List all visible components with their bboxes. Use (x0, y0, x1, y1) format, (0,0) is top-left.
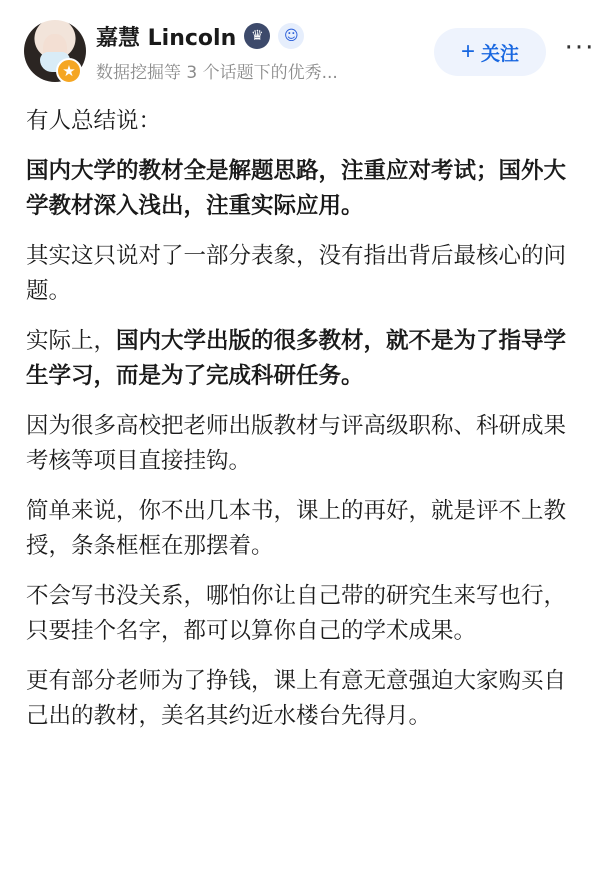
paragraph-text: 不会写书没关系，哪怕你让自己带的研究生来写也行，只要挂个名字，都可以算你自己的学术成果。 (26, 583, 567, 644)
paragraph-text: 实际上， (26, 328, 117, 354)
bold-text: 国内大学出版的很多教材，就不是为了指导学生学习，而是为了完成科研任务。 (26, 328, 567, 389)
author-row (96, 20, 304, 52)
post-body (26, 104, 586, 749)
post-paragraph (26, 494, 586, 564)
post-paragraph (26, 104, 586, 139)
paragraph-text: 有人总结说： (26, 108, 162, 134)
crown-icon[interactable]: ♛ (244, 23, 270, 49)
post-paragraph (26, 579, 586, 649)
post-header (0, 0, 604, 92)
more-options-icon[interactable]: ··· (564, 33, 596, 63)
post-paragraph (26, 154, 586, 224)
author-subtitle[interactable]: 数据挖掘等 3 个话题下的优秀... (96, 63, 338, 83)
follow-button[interactable] (434, 28, 546, 76)
post-paragraph (26, 324, 586, 394)
paragraph-text: 其实这只说对了一部分表象，没有指出背后最核心的问题。 (26, 243, 567, 304)
plus-icon: + (460, 38, 475, 65)
author-name[interactable]: 嘉慧 Lincoln (96, 25, 237, 51)
follow-label: 关注 (481, 43, 520, 65)
post-paragraph (26, 409, 586, 479)
post-paragraph (26, 239, 586, 309)
paragraph-text: 更有部分老师为了挣钱，课上有意无意强迫大家购买自己出的教材，美名其约近水楼台先得月。 (26, 668, 567, 729)
paragraph-text: 因为很多高校把老师出版教材与评高级职称、科研成果考核等项目直接挂钩。 (26, 413, 567, 474)
bold-text: 国内大学的教材全是解题思路，注重应对考试；国外大学教材深入浅出，注重实际应用。 (26, 158, 567, 219)
pet-icon[interactable]: ☺ (278, 23, 304, 49)
paragraph-text: 简单来说，你不出几本书，课上的再好，就是评不上教授，条条框框在那摆着。 (26, 498, 567, 559)
star-badge-icon: ★ (56, 58, 82, 84)
post-paragraph (26, 664, 586, 734)
